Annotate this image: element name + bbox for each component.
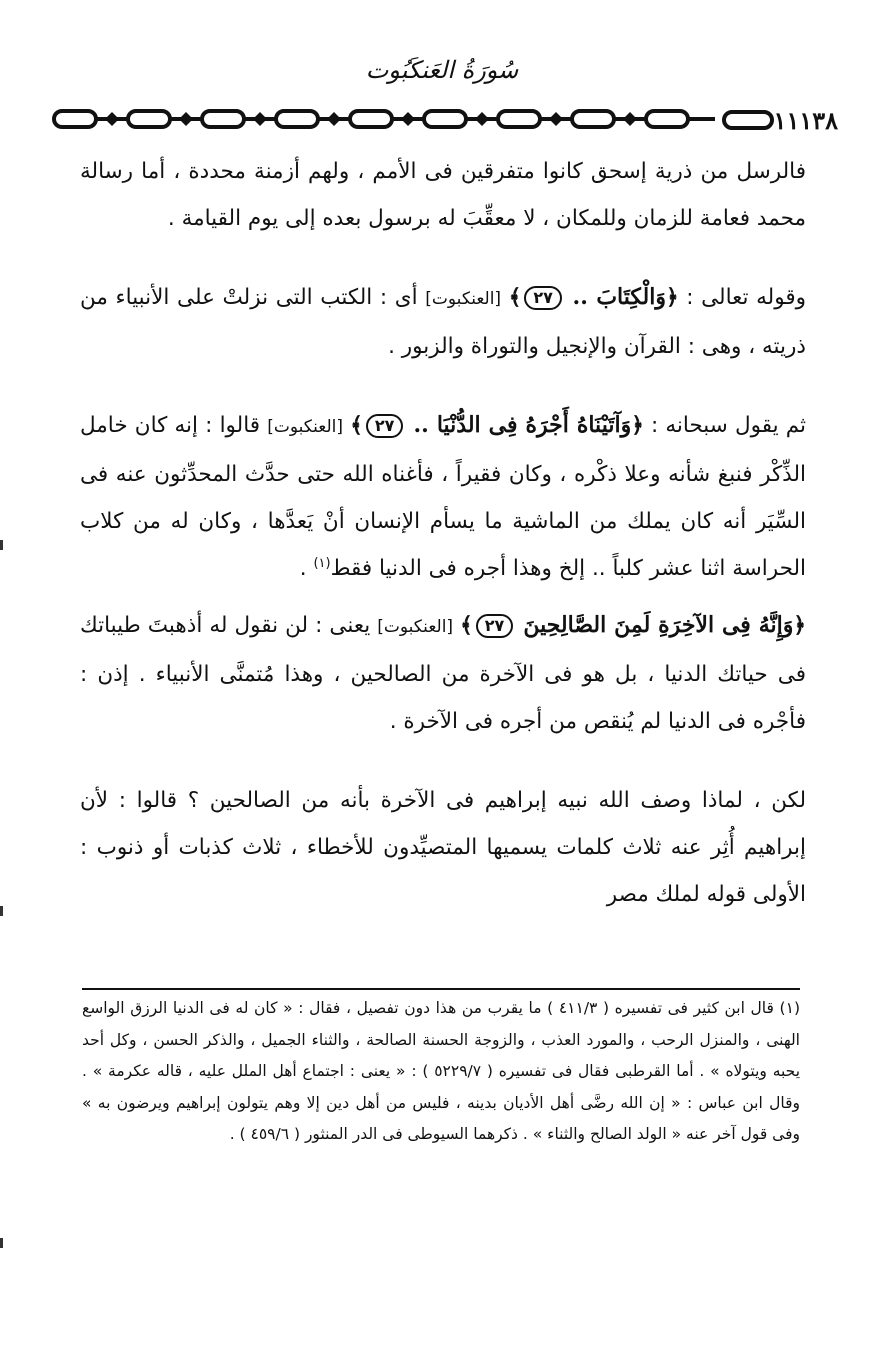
verse-number: ٢٧ [366,414,404,438]
page-number-box [712,106,842,134]
text-run: . [299,556,307,581]
main-text [80,148,806,918]
surah-reference: [العنكبوت] [267,417,344,437]
quran-quote: وَإِنَّهُ فِى الآخِرَةِ لَمِنَ الصَّالِحِينَ [523,612,794,638]
quran-close-bracket: ﴾ [460,613,473,638]
footnote-divider [82,988,800,990]
footnote [82,993,800,1151]
page-number-ornament [722,110,774,130]
quran-open-bracket: ﴿ [631,413,644,438]
text-run: قالوا : إنه كان خامل الذِّكْر فنبغ شأنه وعلا ذكْره ، وكان فقيراً ، فأغناه الله حتى حدَّث المحدِّثون عنه فى السِّيَر أنه كان يملك من الماشية ما يسأم الإنسان أنْ يَعدَّها ، وكان له من كلاب الحراسة اثنا عشر كلباً .. إلخ وهذا أجره فى الدنيا فقط [80,413,806,581]
quran-close-bracket: ﴾ [350,413,363,438]
verse-number: ٢٧ [476,614,514,638]
paragraph-3 [80,402,806,592]
verse-number: ٢٧ [524,286,562,310]
scan-mark [0,540,3,550]
footnote-text: (١) قال ابن كثير فى تفسيره ( ٤١١/٣ ) ما يقرب من هذا دون تفصيل ، فقال : « كان له فى الدنيا الرزق الواسع الهنى ، والمنزل الرحب ، والمورد العذب ، والزوجة الحسنة الصالحة ، والثناء الجميل ، والذكر الحسن ، وكل أحد يحبه ويتولاه » . أما القرطبى فقال فى تفسيره ( ٥٢٢٩/٧ ) : « يعنى : اجتماع أهل الملل عليه ، قاله عكرمة » . وقال ابن عباس : « إن الله رضَّى أهل الأديان بدينه ، فليس من أهل دين إلا وهم يتولون إبراهيم ويرضون به » وفى قول آخر عنه « الولد الصالح والثناء » . ذكرهما السيوطى فى الدر المنثور ( ٤٥٩/٦ ) . [82,999,801,1143]
footnote-marker: (١) [313,555,331,571]
text-run: وقوله تعالى : [686,285,806,310]
paragraph-2 [80,274,806,370]
surah-reference: [العنكبوت] [377,617,454,637]
text-run: أى : الكتب التى نزلتْ على الأنبياء من ذريته ، وهى : القرآن والإنجيل والتوراة والزبور . [80,285,806,359]
decorative-border [50,104,715,134]
text-run: يعنى : لن نقول له أذهبتَ طيباتك فى حياتك الدنيا ، بل هو فى الآخرة من الصالحين ، وهذا مُتمنَّى الأنبياء . إذن : فأجْره فى الدنيا لم يُنقص من أجره فى الآخرة . [80,613,806,734]
paragraph-5: لكن ، لماذا وصف الله نبيه إبراهيم فى الآخرة بأنه من الصالحين ؟ قالوا : لأن إبراهيم أُثِر عنه ثلاث كلمات يسميها المتصيِّدون للأخطاء ، ثلاث كذبات أو ذنوب : الأولى قوله لملك مصر [80,788,806,907]
paragraph-1: فالرسل من ذرية إسحق كانوا متفرقين فى الأمم ، ولهم أزمنة محددة ، أما رسالة محمد فعامة للزمان وللمكان ، لا معقِّبَ له برسول بعده إلى يوم القيامة . [80,159,806,231]
quran-quote: وَآتَيْنَاهُ أَجْرَهُ فِى الدُّنْيَا .. [413,412,632,438]
surah-title: سُورَةُ العَنكَبُوت [365,56,519,84]
quran-close-bracket: ﴾ [508,285,522,310]
quran-quote: وَالْكِتَابَ .. [572,284,666,310]
paragraph-4 [80,602,806,745]
surah-reference: [العنكبوت] [425,289,502,309]
scan-mark [0,1238,3,1248]
quran-open-bracket: ﴿ [665,285,679,310]
text-run: ثم يقول سبحانه : [650,413,807,438]
scan-mark [0,906,3,916]
quran-open-bracket: ﴿ [793,613,806,638]
page-number: ١١١٣٨ [773,105,838,135]
